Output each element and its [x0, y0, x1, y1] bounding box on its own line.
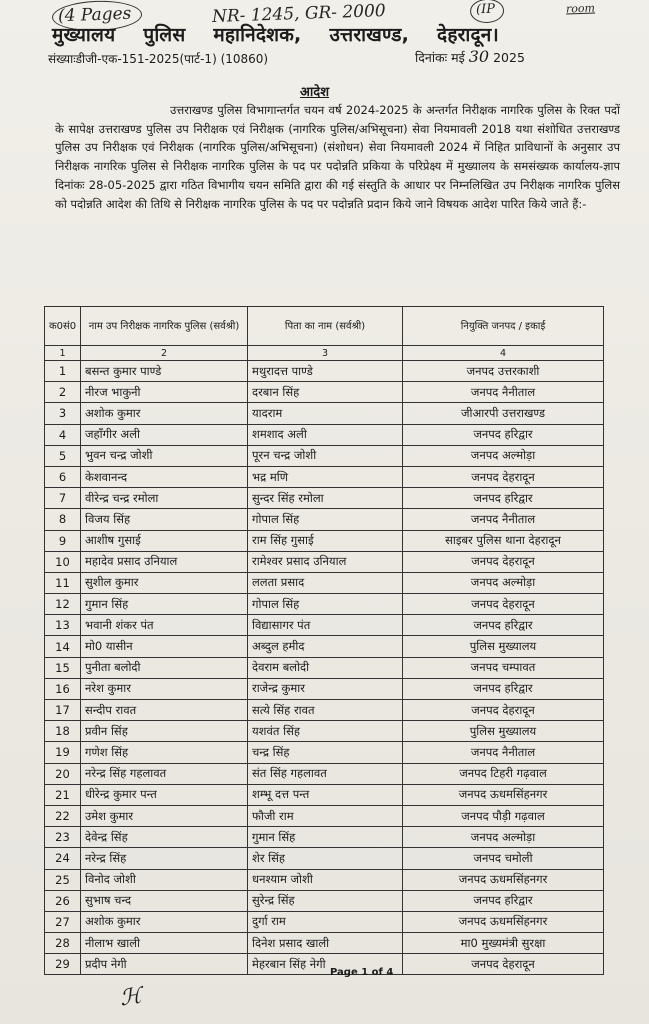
table-row — [45, 742, 604, 763]
serial-cell: 21 — [45, 784, 81, 805]
table-row — [45, 911, 604, 932]
name-cell: नीलाभ खाली — [81, 933, 248, 954]
posting-cell: जनपद नैनीताल — [403, 382, 604, 403]
father-name-cell: गोपाल सिंह — [248, 509, 403, 530]
posting-cell: जनपद हरिद्वार — [403, 615, 604, 636]
father-name-cell: चन्द्र सिंह — [248, 742, 403, 763]
father-name-cell: दिनेश प्रसाद खाली — [248, 933, 403, 954]
table-row — [45, 827, 604, 848]
serial-cell: 8 — [45, 509, 81, 530]
table-row — [45, 657, 604, 678]
name-cell: नीरज भाकुनी — [81, 382, 248, 403]
page-number: Page 1 of 4 — [330, 967, 394, 978]
serial-cell: 9 — [45, 530, 81, 551]
table-row — [45, 700, 604, 721]
table-row — [45, 721, 604, 742]
column-number-row — [45, 346, 604, 361]
table-row — [45, 615, 604, 636]
posting-cell: जनपद नैनीताल — [403, 742, 604, 763]
table-row — [45, 572, 604, 593]
father-name-cell: दरबान सिंह — [248, 382, 403, 403]
posting-cell: जनपद ऊधमसिंहनगर — [403, 784, 604, 805]
posting-cell: पुलिस मुख्यालय — [403, 721, 604, 742]
title-part: देहरादून। — [437, 24, 499, 46]
posting-cell: जनपद पौड़ी गढ़वाल — [403, 805, 604, 826]
serial-cell: 12 — [45, 594, 81, 615]
posting-cell: पुलिस मुख्यालय — [403, 636, 604, 657]
father-name-cell: सुरेन्द्र सिंह — [248, 890, 403, 911]
name-cell: वीरेन्द्र चन्द्र रमोला — [81, 488, 248, 509]
father-name-cell: शेर सिंह — [248, 848, 403, 869]
promotion-table — [44, 306, 604, 975]
serial-cell: 14 — [45, 636, 81, 657]
letterhead-title — [52, 21, 612, 47]
table-row — [45, 869, 604, 890]
posting-cell: जनपद ऊधमसिंहनगर — [403, 869, 604, 890]
name-cell: गणेश सिंह — [81, 742, 248, 763]
posting-cell: जनपद देहरादून — [403, 551, 604, 572]
table-row — [45, 678, 604, 699]
serial-cell: 7 — [45, 488, 81, 509]
name-cell: प्रदीप नेगी — [81, 954, 248, 975]
order-heading: आदेश — [300, 85, 330, 100]
name-cell: नरेन्द्र सिंह गहलावत — [81, 763, 248, 784]
table-row — [45, 509, 604, 530]
serial-cell: 18 — [45, 721, 81, 742]
posting-cell: जनपद टिहरी गढ़वाल — [403, 763, 604, 784]
name-cell: अशोक कुमार — [81, 403, 248, 424]
father-name-cell: शमशाद अली — [248, 424, 403, 445]
father-name-cell: गोपाल सिंह — [248, 594, 403, 615]
posting-cell: जनपद हरिद्वार — [403, 890, 604, 911]
title-part: पुलिस — [143, 24, 186, 46]
header-serial: क0सं0 — [45, 307, 81, 346]
name-cell: सन्दीप रावत — [81, 700, 248, 721]
table-row — [45, 466, 604, 487]
reference-number: संख्याःडीजी-एक-151-2025(पार्ट-1) (10860) — [48, 52, 269, 66]
table-row — [45, 403, 604, 424]
col-number: 1 — [45, 346, 81, 361]
table-row — [45, 763, 604, 784]
name-cell: सुशील कुमार — [81, 572, 248, 593]
name-cell: देवेन्द्र सिंह — [81, 827, 248, 848]
date-label: दिनांकः मई — [415, 50, 465, 65]
serial-cell: 3 — [45, 403, 81, 424]
table-header-row — [45, 307, 604, 346]
father-name-cell: सत्ये सिंह रावत — [248, 700, 403, 721]
handwritten-ip-note: (IP — [475, 1, 496, 18]
col-number: 4 — [403, 346, 604, 361]
name-cell: विजय सिंह — [81, 509, 248, 530]
table-row — [45, 805, 604, 826]
name-cell: महादेव प्रसाद उनियाल — [81, 551, 248, 572]
serial-cell: 20 — [45, 763, 81, 784]
serial-cell: 27 — [45, 911, 81, 932]
posting-cell: जनपद उत्तरकाशी — [403, 361, 604, 382]
serial-cell: 6 — [45, 466, 81, 487]
name-cell: गुमान सिंह — [81, 594, 248, 615]
signature: ℋ — [118, 983, 144, 1012]
name-cell: नरेन्द्र सिंह — [81, 848, 248, 869]
header-name: नाम उप निरीक्षक नागरिक पुलिस (सर्वश्री) — [81, 307, 248, 346]
serial-cell: 22 — [45, 805, 81, 826]
posting-cell: जनपद हरिद्वार — [403, 488, 604, 509]
father-name-cell: दुर्गा राम — [248, 911, 403, 932]
father-name-cell: शम्भू दत्त पन्त — [248, 784, 403, 805]
table-row — [45, 361, 604, 382]
serial-cell: 11 — [45, 572, 81, 593]
posting-cell: जनपद अल्मोड़ा — [403, 572, 604, 593]
posting-cell: जनपद हरिद्वार — [403, 424, 604, 445]
posting-cell: जनपद चमोली — [403, 848, 604, 869]
table-row — [45, 848, 604, 869]
table-row — [45, 530, 604, 551]
posting-cell: जनपद देहरादून — [403, 594, 604, 615]
serial-cell: 10 — [45, 551, 81, 572]
posting-cell: साइबर पुलिस थाना देहरादून — [403, 530, 604, 551]
handwritten-corner-note: room — [565, 1, 596, 16]
father-name-cell: मथुरादत्त पाण्डे — [248, 361, 403, 382]
col-number: 2 — [81, 346, 248, 361]
table-row — [45, 954, 604, 975]
col-number: 3 — [248, 346, 403, 361]
serial-cell: 24 — [45, 848, 81, 869]
name-cell: नरेश कुमार — [81, 678, 248, 699]
posting-cell: जनपद देहरादून — [403, 954, 604, 975]
father-name-cell: यादराम — [248, 403, 403, 424]
father-name-cell: संत सिंह गहलावत — [248, 763, 403, 784]
table-row — [45, 551, 604, 572]
serial-cell: 5 — [45, 445, 81, 466]
posting-cell: जीआरपी उत्तराखण्ड — [403, 403, 604, 424]
serial-cell: 16 — [45, 678, 81, 699]
table-row — [45, 488, 604, 509]
serial-cell: 19 — [45, 742, 81, 763]
name-cell: उमेश कुमार — [81, 805, 248, 826]
father-name-cell: देवराम बलोदी — [248, 657, 403, 678]
father-name-cell: पूरन चन्द्र जोशी — [248, 445, 403, 466]
posting-cell: जनपद ऊधमसिंहनगर — [403, 911, 604, 932]
name-cell: आशीष गुसाई — [81, 530, 248, 551]
serial-cell: 25 — [45, 869, 81, 890]
posting-cell: जनपद देहरादून — [403, 700, 604, 721]
name-cell: जहाँगीर अली — [81, 424, 248, 445]
serial-cell: 26 — [45, 890, 81, 911]
father-name-cell: यशवंत सिंह — [248, 721, 403, 742]
order-body: उत्तराखण्ड पुलिस विभागान्तर्गत चयन वर्ष 2024-2025 के अन्तर्गत निरीक्षक नागरिक पुलिस के रिक्त पदों के सापेक्ष उत्तराखण्ड पुलिस उप निरीक्षक एवं निरीक्षक (नागरिक पुलिस/अभिसूचना) सेवा नियमावली 2018 यथा संशोधित उत्तराखण्ड पुलिस उप निरीक्षक एवं निरीक्षक (नागरिक पुलिस/अभिसूचना) (संशोधन) सेवा नियमावली 2024 में निहित प्राविधानों के अनुसार उप निरीक्षक नागरिक पुलिस से निरीक्षक नागरिक पुलिस के पद पर पदोन्नति प्रकिया के परिप्रेक्ष्य में मुख्यालय के समसंख्यक कार्यालय-ज्ञाप दिनांकः 28-05-2025 द्वारा गठित विभागीय चयन समिति द्वारा की गई संस्तुति के आधार पर निम्नलिखित उप निरीक्षक नागरिक पुलिस को पदोन्नति आदेश की तिथि से निरीक्षक नागरिक पुलिस के पद पर पदोन्नति प्रदान किये जाने विषयक आदेश पारित किये जाते हैं:- — [55, 103, 620, 211]
serial-cell: 13 — [45, 615, 81, 636]
serial-cell: 29 — [45, 954, 81, 975]
table-row — [45, 382, 604, 403]
name-cell: अशोक कुमार — [81, 911, 248, 932]
father-name-cell: धनश्याम जोशी — [248, 869, 403, 890]
table-row — [45, 594, 604, 615]
name-cell: धीरेन्द्र कुमार पन्त — [81, 784, 248, 805]
serial-cell: 28 — [45, 933, 81, 954]
father-name-cell: अब्दुल हमीद — [248, 636, 403, 657]
posting-cell: जनपद हरिद्वार — [403, 678, 604, 699]
name-cell: बसन्त कुमार पाण्डे — [81, 361, 248, 382]
name-cell: विनोद जोशी — [81, 869, 248, 890]
table-row — [45, 445, 604, 466]
order-date — [415, 47, 525, 66]
posting-cell: जनपद देहरादून — [403, 466, 604, 487]
father-name-cell: राजेन्द्र कुमार — [248, 678, 403, 699]
table-row — [45, 784, 604, 805]
father-name-cell: भद्र मणि — [248, 466, 403, 487]
father-name-cell: ललता प्रसाद — [248, 572, 403, 593]
name-cell: सुभाष चन्द — [81, 890, 248, 911]
title-part: मुख्यालय — [52, 24, 116, 46]
posting-cell: जनपद अल्मोड़ा — [403, 445, 604, 466]
handwritten-ref-note: NR- 1245, GR- 2000 — [211, 0, 386, 28]
name-cell: पुनीता बलोदी — [81, 657, 248, 678]
date-year: 2025 — [493, 50, 525, 65]
header-posting: नियुक्ति जनपद / इकाई — [403, 307, 604, 346]
name-cell: भुवन चन्द्र जोशी — [81, 445, 248, 466]
father-name-cell: राम सिंह गुसाई — [248, 530, 403, 551]
father-name-cell: रामेश्वर प्रसाद उनियाल — [248, 551, 403, 572]
posting-cell: जनपद नैनीताल — [403, 509, 604, 530]
table-row — [45, 636, 604, 657]
table-row — [45, 890, 604, 911]
handwritten-pages-note: (4 Pages — [58, 4, 132, 27]
serial-cell: 4 — [45, 424, 81, 445]
name-cell: भवानी शंकर पंत — [81, 615, 248, 636]
posting-cell: जनपद अल्मोड़ा — [403, 827, 604, 848]
father-name-cell: फौजी राम — [248, 805, 403, 826]
table-row — [45, 424, 604, 445]
table-row — [45, 933, 604, 954]
name-cell: प्रवीन सिंह — [81, 721, 248, 742]
serial-cell: 23 — [45, 827, 81, 848]
serial-cell: 15 — [45, 657, 81, 678]
posting-cell: जनपद चम्पावत — [403, 657, 604, 678]
serial-cell: 17 — [45, 700, 81, 721]
serial-cell: 2 — [45, 382, 81, 403]
posting-cell: मा0 मुख्यमंत्री सुरक्षा — [403, 933, 604, 954]
father-name-cell: सुन्दर सिंह रमोला — [248, 488, 403, 509]
title-part: महानिदेशक, — [213, 24, 302, 46]
header-father-name: पिता का नाम (सर्वश्री) — [248, 307, 403, 346]
serial-cell: 1 — [45, 361, 81, 382]
father-name-cell: गुमान सिंह — [248, 827, 403, 848]
date-day: 30 — [468, 47, 490, 66]
name-cell: केशवानन्द — [81, 466, 248, 487]
father-name-cell: विद्यासागर पंत — [248, 615, 403, 636]
father-name-cell: मेहरबान सिंह नेगी — [248, 954, 403, 975]
title-part: उत्तराखण्ड, — [329, 24, 410, 46]
name-cell: मो0 यासीन — [81, 636, 248, 657]
